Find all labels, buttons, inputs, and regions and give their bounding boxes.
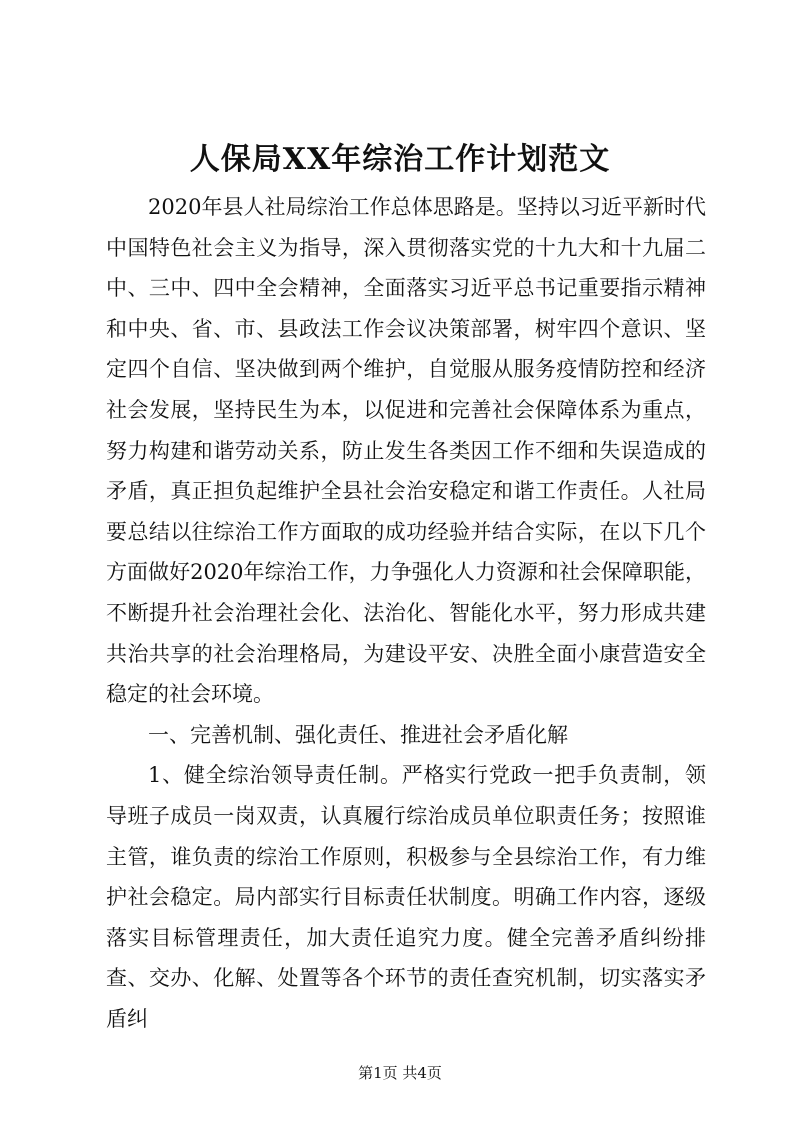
section-paragraph: 1、健全综治领导责任制。严格实行党政一把手负责制，领导班子成员一岗双责，认真履行综治成员单位职责任务；按照谁主管，谁负责的综治工作原则，积极参与全县综治工作，有力维护社会稳定。局内部实行目标责任状制度。明确工作内容，逐级落实目标管理责任，加大责任追究力度。健全完善矛盾纠纷排查、交办、化解、处置等各个环节的责任查究机制，切实落实矛盾纠: [106, 763, 706, 1031]
document-title: 人保局XX年综治工作计划范文: [189, 142, 611, 177]
document-body: [106, 187, 706, 1039]
page-footer: 第1页 共4页: [358, 1064, 442, 1082]
section-heading: 一、完善机制、强化责任、推进社会矛盾化解: [148, 722, 568, 747]
intro-paragraph: 2020年县人社局综治工作总体思路是。坚持以习近平新时代中国特色社会主义为指导，深入贯彻落实党的十九大和十九届二中、三中、四中全会精神，全面落实习近平总书记重要指示精神和中央、省、市、县政法工作会议决策部署，树牢四个意识、坚定四个自信、坚决做到两个维护，自觉服从服务疫情防控和经济社会发展，坚持民生为本，以促进和完善社会保障体系为重点，努力构建和谐劳动关系，防止发生各类因工作不细和失误造成的矛盾，真正担负起维护全县社会治安稳定和谐工作责任。人社局要总结以往综治工作方面取的成功经验并结合实际，在以下几个方面做好2020年综治工作，力争强化人力资源和社会保障职能，不断提升社会治理社会化、法治化、智能化水平，努力形成共建共治共享的社会治理格局，为建设平安、决胜全面小康营造安全稳定的社会环境。: [106, 195, 706, 707]
